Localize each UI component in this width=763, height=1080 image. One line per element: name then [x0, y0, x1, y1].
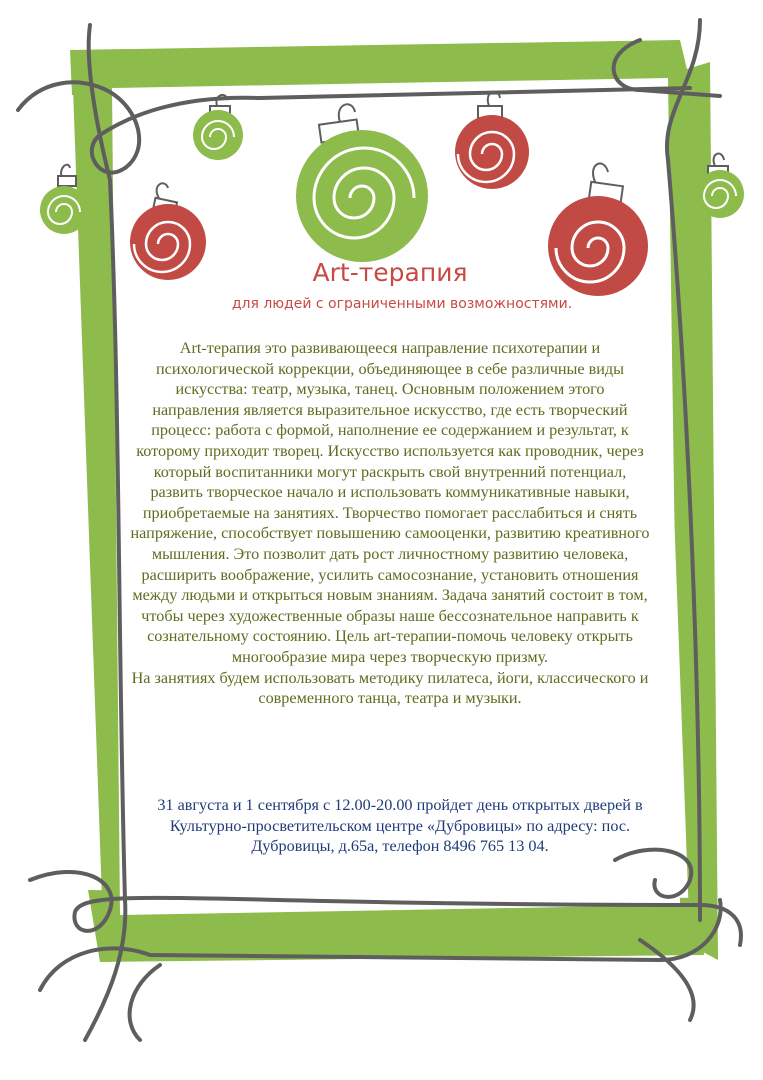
page-title: Art-терапия [312, 258, 468, 287]
ornament-green-small-top [193, 110, 243, 160]
ornament-red-left [130, 204, 206, 280]
page-subtitle: для людей с ограниченными возможностями. [231, 296, 573, 312]
body-text [130, 338, 650, 709]
ornament-red-top-right [455, 115, 529, 189]
ornament-red-large-right [548, 196, 648, 296]
body-paragraph-2: На занятиях будем использовать методику пилатеса, йоги, классического и современного танца, театра и музыки. [131, 668, 649, 708]
body-paragraph-1: Art-терапия это развивающееся направление психотерапии и психологической коррекции, объединяющее в себе различные виды искусства: театр, музыка, танец. Основным положением этого направления является выразительное искусство, где есть творческий процесс: работа с формой, наполнение ее содержанием и результат, к которому приходит творец. Искусство используется как проводник, через который воспитанники могут раскрыть свой внутренний потенциал, развить творческое начало и использовать коммуникативные навыки, приобретаемые на занятиях. Творчество помогает расслабиться и снять напряжение, способствует повышению самооценки, развитию креативного мышления. Это позволит дать рост личностному развитию человека, расширить воображение, усилить самосознание, установить отношения между людьми и открыться новым знаниям. Задача занятий состоит в том, чтобы через художественные образы наше бессознательное направить к сознательному состоянию. Цель art-терапии-помочь человеку открыть многообразие мира через творческую призму. [130, 339, 650, 666]
ornament-green-small-left [40, 186, 88, 234]
ornament-green-large [296, 130, 428, 262]
ornament-green-small-right [696, 170, 744, 218]
announcement-text: 31 августа и 1 сентября с 12.00-20.00 пройдет день открытых дверей в Культурно-просветительском центре «Дубровицы» по адресу: пос. Дубровицы, д.65а, телефон 8496 765 13 04. [157, 796, 643, 856]
